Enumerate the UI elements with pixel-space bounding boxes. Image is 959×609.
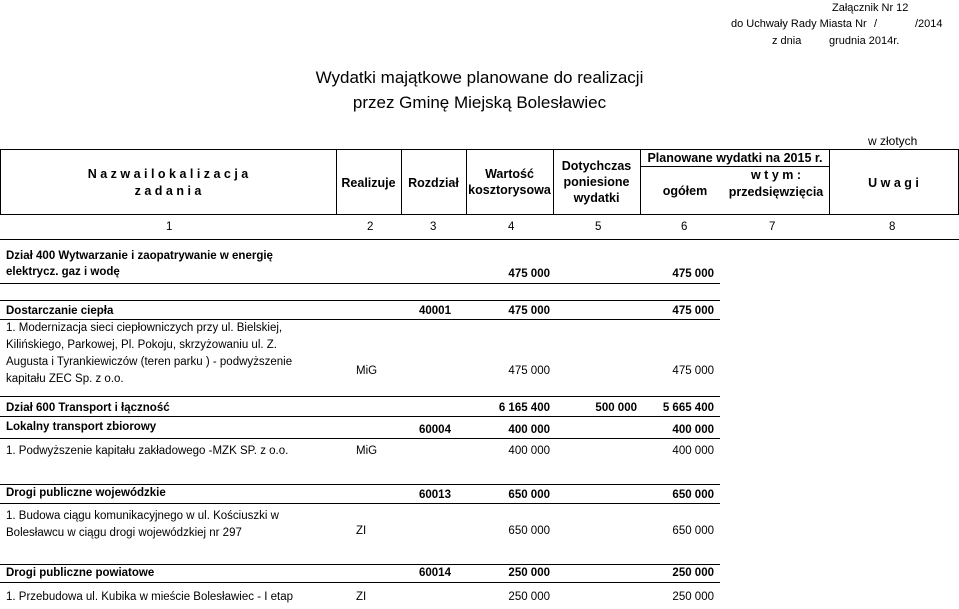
t2-realizuje: MiG <box>356 445 378 457</box>
dost-ogolem: 475 000 <box>672 305 714 317</box>
subsection-lokalny-transport: Lokalny transport zbiorowy <box>6 421 157 433</box>
colnum: 5 <box>595 221 602 233</box>
attachment-number: Załącznik Nr 12 <box>832 2 909 14</box>
subsection-drogi-powiatowe: Drogi publiczne powiatowe <box>6 567 155 579</box>
section-dzial-400-line2: elektrycz. gaz i wodę <box>6 266 120 278</box>
t3-wartosc: 650 000 <box>508 525 550 537</box>
col-dotychczas-line1: Dotychczas <box>561 159 632 173</box>
resolution-ref: do Uchwały Rady Miasta Nr <box>731 18 867 30</box>
dpp-ogolem: 250 000 <box>672 567 714 579</box>
d600-wartosc: 6 165 400 <box>498 402 550 414</box>
ltz-ogolem: 400 000 <box>672 424 714 436</box>
t2-wartosc: 400 000 <box>508 445 550 457</box>
task-podwyzszenie: 1. Podwyższenie kapitału zakładowego -MZK SP. z o.o. <box>6 445 289 457</box>
task-modernizacja: 1. Modernizacja sieci ciepłowniczych przy ul. Bielskiej, Kilińskiego, Parkowej, Pl. Pokoju, skrzyżowaniu ul. Z. Augusta i Tyrankiewiczów (teren parku ) - podwyższenie kapitału ZEC Sp. z o.o. <box>6 322 293 385</box>
currency-unit: w złotych <box>868 134 918 148</box>
t1-ogolem: 475 000 <box>672 365 714 377</box>
section-dzial-600: Dział 600 Transport i łączność <box>6 402 170 414</box>
document-title: Wydatki majątkowe planowane do realizacji <box>315 68 644 87</box>
subsection-dostarczanie: Dostarczanie ciepła <box>6 305 114 317</box>
t2-ogolem: 400 000 <box>672 445 714 457</box>
dost-wartosc: 475 000 <box>508 305 550 317</box>
col-name-line1: N a z w a i l o k a l i z a c j a <box>87 167 249 181</box>
col-wtym-line2: przedsięwzięcia <box>728 185 824 199</box>
dpp-wartosc: 250 000 <box>508 567 550 579</box>
col-rozdzial: Rozdział <box>408 176 459 190</box>
d600-ogolem: 5 665 400 <box>662 402 714 414</box>
t4-ogolem: 250 000 <box>672 591 714 603</box>
col-wtym-line1: w t y m : <box>750 168 801 182</box>
ltz-wartosc: 400 000 <box>508 424 550 436</box>
dpw-wartosc: 650 000 <box>508 489 550 501</box>
date-value: grudnia 2014r. <box>829 35 900 47</box>
t4-wartosc: 250 000 <box>508 591 550 603</box>
section-dzial-400-line1: Dział 400 Wytwarzanie i zaopatrywanie w energię <box>6 250 273 262</box>
col-planowane: Planowane wydatki na 2015 r. <box>647 151 823 165</box>
colnum: 4 <box>508 221 515 233</box>
t1-realizuje: MiG <box>356 365 378 377</box>
dpw-ogolem: 650 000 <box>672 489 714 501</box>
resolution-slash: / <box>874 18 878 30</box>
task-przebudowa-kubika: 1. Przebudowa ul. Kubika w mieście Bolesławiec - I etap <box>6 591 294 603</box>
t3-realizuje: ZI <box>356 525 367 537</box>
d400-ogolem: 475 000 <box>672 268 714 280</box>
t3-ogolem: 650 000 <box>672 525 714 537</box>
colnum: 6 <box>681 221 688 233</box>
date-prefix: z dnia <box>772 35 802 47</box>
colnum: 8 <box>889 221 896 233</box>
t4-realizuje: ZI <box>356 591 367 603</box>
col-name-line2: z a d a n i a <box>134 184 202 198</box>
col-ogolem: ogółem <box>662 184 708 198</box>
col-wartosc-line1: Wartość <box>485 167 534 181</box>
col-wartosc-line2: kosztorysowa <box>468 183 551 197</box>
colnum: 7 <box>769 221 776 233</box>
task-budowa-kosciuszki: 1. Budowa ciągu komunikacyjnego w ul. Kościuszki w Bolesławcu w ciągu drogi wojewódzkiej nr 297 <box>6 510 279 539</box>
ltz-rozdzial: 60004 <box>419 424 451 436</box>
colnum: 3 <box>430 221 437 233</box>
col-dotychczas-line2: poniesione <box>563 175 630 189</box>
colnum: 1 <box>166 221 173 233</box>
document-subtitle: przez Gminę Miejską Bolesławiec <box>352 93 607 112</box>
col-dotychczas-line3: wydatki <box>573 191 620 205</box>
dost-rozdzial: 40001 <box>419 305 451 317</box>
resolution-year: /2014 <box>915 18 943 30</box>
subsection-drogi-wojewodzkie: Drogi publiczne wojewódzkie <box>6 487 166 499</box>
d400-wartosc: 475 000 <box>508 268 550 280</box>
dpw-rozdzial: 60013 <box>419 489 451 501</box>
colnum: 2 <box>367 221 374 233</box>
col-realizuje: Realizuje <box>341 176 396 190</box>
dpp-rozdzial: 60014 <box>419 567 451 579</box>
t1-wartosc: 475 000 <box>508 365 550 377</box>
col-uwagi: U w a g i <box>868 176 919 190</box>
d600-dotychczas: 500 000 <box>595 402 637 414</box>
